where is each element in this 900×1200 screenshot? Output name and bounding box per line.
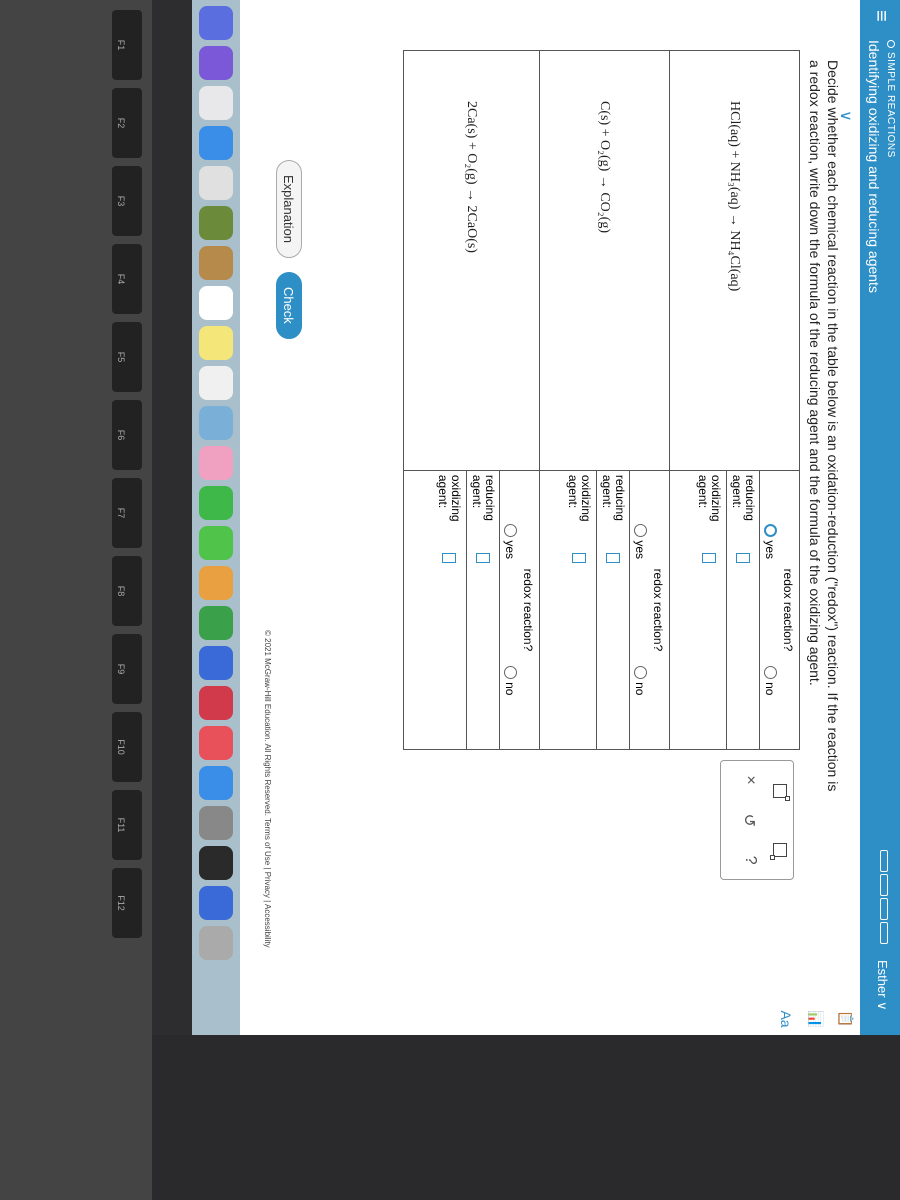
- reducing-agent-row: [596, 471, 629, 749]
- oxidizing-agent-row: [563, 471, 596, 749]
- radio-icon: [765, 666, 778, 679]
- redox-question: redox reaction?: [781, 568, 795, 652]
- f6-key[interactable]: F6: [112, 400, 142, 470]
- facetime-icon[interactable]: [199, 526, 233, 560]
- f8-key[interactable]: F8: [112, 556, 142, 626]
- f2-key[interactable]: F2: [112, 88, 142, 158]
- clear-icon[interactable]: ×: [742, 775, 759, 785]
- side-toolbar: [764, 1010, 854, 1034]
- chart-icon[interactable]: 📊: [808, 1010, 824, 1028]
- f7-key[interactable]: F7: [112, 478, 142, 548]
- f4-key[interactable]: F4: [112, 244, 142, 314]
- redox-choice: [629, 471, 651, 749]
- reaction-table: [403, 50, 800, 750]
- yes-label: yes: [503, 540, 518, 560]
- messages-icon[interactable]: [199, 486, 233, 520]
- radio-icon: [635, 524, 648, 537]
- laptop-bezel: [152, 0, 192, 1035]
- yes-label: yes: [633, 540, 648, 560]
- photos-icon[interactable]: [199, 446, 233, 480]
- redox-question: redox reaction?: [521, 568, 535, 652]
- answer-cell: [670, 470, 799, 749]
- collapse-chevron-icon[interactable]: ∨: [837, 110, 854, 122]
- action-buttons: [276, 160, 302, 339]
- keynote-icon[interactable]: [199, 646, 233, 680]
- topic-label: [885, 40, 896, 158]
- user-menu[interactable]: Esther ∨: [875, 960, 890, 1011]
- yes-radio[interactable]: [634, 524, 648, 559]
- app-store-icon[interactable]: [199, 766, 233, 800]
- reducing-agent-row: [726, 471, 759, 749]
- answer-cell: [404, 470, 539, 749]
- reminders-icon[interactable]: [199, 366, 233, 400]
- no-radio[interactable]: [504, 666, 518, 695]
- question-instructions: Decide whether each chemical reaction in the table below is an oxidation-reduction ("redox") reaction. If the reaction is a redox reaction, write down the formula of the reducing agent and the formula of the oxidizing agent.: [807, 60, 841, 792]
- news-icon[interactable]: [199, 686, 233, 720]
- progress-segment: [880, 874, 888, 896]
- top-bar: [860, 0, 900, 1035]
- oxidizing-agent-label: oxidizing agent:: [696, 474, 724, 522]
- finder-icon[interactable]: [199, 6, 233, 40]
- menu-icon[interactable]: ≡: [870, 10, 892, 22]
- text-size-icon[interactable]: Aa: [778, 1010, 794, 1028]
- no-label: no: [503, 682, 518, 696]
- f5-key[interactable]: F5: [112, 322, 142, 392]
- table-row: [669, 51, 799, 749]
- progress-dot-icon: [887, 40, 895, 48]
- oxidizing-agent-row: [433, 471, 466, 749]
- reducing-agent-input[interactable]: [606, 553, 620, 563]
- pages-icon[interactable]: [199, 566, 233, 600]
- reducing-agent-row: [466, 471, 499, 749]
- check-button[interactable]: Check: [276, 272, 302, 339]
- no-label: no: [763, 682, 778, 696]
- reaction-equation: C(s) + O₂(g) → CO₂(g): [597, 101, 613, 233]
- answer-cell: [540, 470, 669, 749]
- footer: © 2021 McGraw-Hill Education. All Rights Reserved. Terms of Use | Privacy | Accessibility: [263, 630, 272, 948]
- radio-icon: [505, 666, 518, 679]
- chrome-icon[interactable]: [199, 166, 233, 200]
- redox-question: redox reaction?: [651, 568, 665, 652]
- yes-radio[interactable]: [764, 524, 778, 559]
- reducing-agent-label: reducing agent:: [600, 474, 627, 521]
- oxidizing-agent-label: oxidizing agent:: [566, 474, 594, 522]
- radio-selected-icon: [765, 524, 778, 537]
- f10-key[interactable]: F10: [112, 712, 142, 782]
- spotlight-icon[interactable]: [199, 886, 233, 920]
- f1-key[interactable]: F1: [112, 10, 142, 80]
- yes-radio[interactable]: [504, 524, 518, 559]
- siri-icon[interactable]: [199, 46, 233, 80]
- laptop-keyboard: [0, 0, 152, 1200]
- radio-icon: [505, 524, 518, 537]
- terminal-icon[interactable]: [199, 846, 233, 880]
- reducing-agent-input[interactable]: [736, 553, 750, 563]
- oxidizing-agent-input[interactable]: [573, 553, 587, 563]
- progress-segment: [880, 922, 888, 944]
- safari-icon[interactable]: [199, 126, 233, 160]
- oxidizing-agent-label: oxidizing agent:: [436, 474, 464, 522]
- reaction-equation: 2Ca(s) + O₂(g) → 2CaO(s): [464, 101, 480, 253]
- no-radio[interactable]: [634, 666, 648, 695]
- progress-bar: [880, 850, 888, 944]
- notebook-icon[interactable]: 📋: [838, 1010, 854, 1028]
- calendar-icon[interactable]: [199, 286, 233, 320]
- trash-icon[interactable]: [199, 926, 233, 960]
- f11-key[interactable]: F11: [112, 790, 142, 860]
- music-icon[interactable]: [199, 726, 233, 760]
- preview-icon[interactable]: [199, 206, 233, 240]
- numbers-icon[interactable]: [199, 606, 233, 640]
- progress-segment: [880, 898, 888, 920]
- reducing-agent-input[interactable]: [476, 553, 490, 563]
- subscript-icon[interactable]: [773, 843, 787, 857]
- yes-label: yes: [763, 540, 778, 560]
- oxidizing-agent-input[interactable]: [703, 553, 717, 563]
- contacts-icon[interactable]: [199, 246, 233, 280]
- system-preferences-icon[interactable]: [199, 806, 233, 840]
- undo-icon[interactable]: ↺: [740, 813, 757, 827]
- oxidizing-agent-row: [693, 471, 726, 749]
- progress-segment: [880, 850, 888, 872]
- answer-tool-panel: [720, 760, 794, 880]
- topic-label-text: SIMPLE REACTIONS: [885, 52, 896, 158]
- superscript-icon[interactable]: [773, 784, 787, 798]
- f9-key[interactable]: F9: [112, 634, 142, 704]
- notes-icon[interactable]: [199, 326, 233, 360]
- no-radio[interactable]: [764, 666, 778, 695]
- f3-key[interactable]: F3: [112, 166, 142, 236]
- launchpad-icon[interactable]: [199, 86, 233, 120]
- explanation-button[interactable]: Explanation: [276, 160, 302, 258]
- help-icon[interactable]: ?: [742, 855, 759, 865]
- reducing-agent-label: reducing agent:: [470, 474, 497, 521]
- oxidizing-agent-input[interactable]: [443, 553, 457, 563]
- no-label: no: [633, 682, 648, 696]
- redox-choice: [759, 471, 781, 749]
- reaction-equation: HCl(aq) + NH₃(aq) → NH₄Cl(aq): [727, 101, 743, 292]
- reducing-agent-label: reducing agent:: [730, 474, 757, 521]
- macos-dock: [192, 0, 240, 1035]
- radio-icon: [635, 666, 648, 679]
- page-title: Identifying oxidizing and reducing agents: [866, 40, 882, 293]
- table-row: [404, 51, 539, 749]
- table-row: [539, 51, 669, 749]
- maps-icon[interactable]: [199, 406, 233, 440]
- redox-choice: [499, 471, 521, 749]
- f12-key[interactable]: F12: [112, 868, 142, 938]
